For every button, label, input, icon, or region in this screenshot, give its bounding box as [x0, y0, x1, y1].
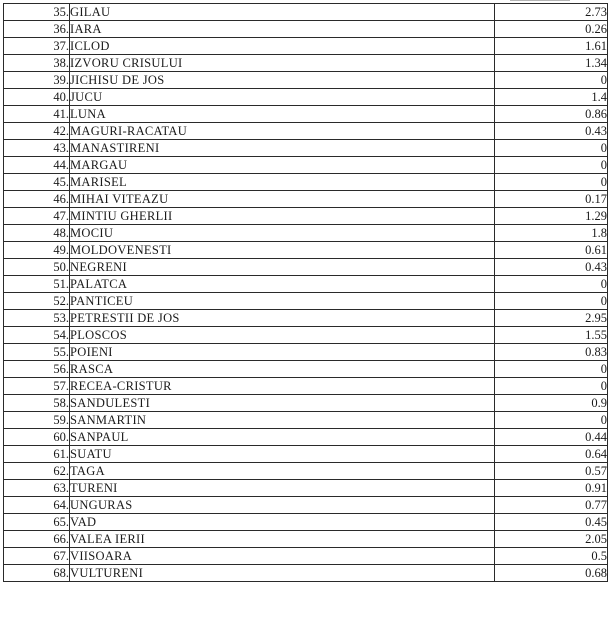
table-row: [4, 72, 608, 89]
row-index-cell: 40.: [4, 89, 70, 106]
value-cell: 0.91: [495, 480, 608, 497]
value-cell: 1.29: [495, 208, 608, 225]
table-row: [4, 242, 608, 259]
commune-name-cell: TAGA: [70, 463, 495, 480]
row-index-cell: 63.: [4, 480, 70, 497]
commune-name-cell: IZVORU CRISULUI: [70, 55, 495, 72]
value-cell: 0: [495, 276, 608, 293]
table-row: [4, 21, 608, 38]
row-index-cell: 56.: [4, 361, 70, 378]
commune-name-cell: POIENI: [70, 344, 495, 361]
value-cell: 1.4: [495, 89, 608, 106]
table-row: [4, 55, 608, 72]
commune-name-cell: JUCU: [70, 89, 495, 106]
row-index-cell: 65.: [4, 514, 70, 531]
commune-name-cell: MAGURI-RACATAU: [70, 123, 495, 140]
value-cell: 1.55: [495, 327, 608, 344]
row-index-cell: 39.: [4, 72, 70, 89]
row-index-cell: 53.: [4, 310, 70, 327]
commune-name-cell: MOCIU: [70, 225, 495, 242]
commune-name-cell: MINTIU GHERLII: [70, 208, 495, 225]
table-row: [4, 480, 608, 497]
value-cell: 0.83: [495, 344, 608, 361]
commune-name-cell: MARGAU: [70, 157, 495, 174]
row-index-cell: 47.: [4, 208, 70, 225]
table-row: [4, 174, 608, 191]
table-row: [4, 344, 608, 361]
row-index-cell: 42.: [4, 123, 70, 140]
row-index-cell: 36.: [4, 21, 70, 38]
table-row: [4, 293, 608, 310]
row-index-cell: 46.: [4, 191, 70, 208]
commune-name-cell: IARA: [70, 21, 495, 38]
table-row: [4, 565, 608, 582]
row-index-cell: 57.: [4, 378, 70, 395]
commune-name-cell: LUNA: [70, 106, 495, 123]
value-cell: 0.45: [495, 514, 608, 531]
commune-name-cell: JICHISU DE JOS: [70, 72, 495, 89]
row-index-cell: 44.: [4, 157, 70, 174]
commune-name-cell: MIHAI VITEAZU: [70, 191, 495, 208]
value-cell: 0.44: [495, 429, 608, 446]
row-index-cell: 60.: [4, 429, 70, 446]
table-row: [4, 327, 608, 344]
table-row: [4, 378, 608, 395]
commune-name-cell: RECEA-CRISTUR: [70, 378, 495, 395]
row-index-cell: 37.: [4, 38, 70, 55]
row-index-cell: 48.: [4, 225, 70, 242]
value-cell: 0: [495, 412, 608, 429]
value-cell: 0.77: [495, 497, 608, 514]
value-cell: 0: [495, 293, 608, 310]
commune-name-cell: NEGRENI: [70, 259, 495, 276]
value-cell: 0.17: [495, 191, 608, 208]
row-index-cell: 64.: [4, 497, 70, 514]
commune-name-cell: VAD: [70, 514, 495, 531]
table-row: [4, 429, 608, 446]
commune-name-cell: SANMARTIN: [70, 412, 495, 429]
commune-name-cell: UNGURAS: [70, 497, 495, 514]
table-row: [4, 497, 608, 514]
table-row: [4, 463, 608, 480]
row-index-cell: 43.: [4, 140, 70, 157]
value-cell: 0.5: [495, 548, 608, 565]
commune-name-cell: PALATCA: [70, 276, 495, 293]
row-index-cell: 66.: [4, 531, 70, 548]
table-row: [4, 361, 608, 378]
value-cell: 1.34: [495, 55, 608, 72]
row-index-cell: 52.: [4, 293, 70, 310]
commune-values-table: [3, 3, 608, 582]
value-cell: 0.57: [495, 463, 608, 480]
commune-name-cell: PANTICEU: [70, 293, 495, 310]
table-row: [4, 412, 608, 429]
value-cell: 0: [495, 378, 608, 395]
commune-name-cell: VALEA IERII: [70, 531, 495, 548]
row-index-cell: 68.: [4, 565, 70, 582]
value-cell: 2.05: [495, 531, 608, 548]
row-index-cell: 35.: [4, 4, 70, 21]
value-cell: 0: [495, 72, 608, 89]
row-index-cell: 55.: [4, 344, 70, 361]
table-row: [4, 259, 608, 276]
table-body: [4, 4, 608, 582]
commune-name-cell: VULTURENI: [70, 565, 495, 582]
value-cell: 0.26: [495, 21, 608, 38]
row-index-cell: 59.: [4, 412, 70, 429]
table-row: [4, 310, 608, 327]
value-cell: 1.8: [495, 225, 608, 242]
table-row: [4, 514, 608, 531]
value-cell: 0: [495, 361, 608, 378]
row-index-cell: 50.: [4, 259, 70, 276]
value-cell: 0.43: [495, 123, 608, 140]
table-row: [4, 106, 608, 123]
value-cell: 0.68: [495, 565, 608, 582]
row-index-cell: 38.: [4, 55, 70, 72]
table-row: [4, 531, 608, 548]
commune-name-cell: SANPAUL: [70, 429, 495, 446]
table-row: [4, 4, 608, 21]
row-index-cell: 49.: [4, 242, 70, 259]
table-row: [4, 446, 608, 463]
value-cell: 0.9: [495, 395, 608, 412]
commune-name-cell: MOLDOVENESTI: [70, 242, 495, 259]
table-row: [4, 140, 608, 157]
table-row: [4, 208, 608, 225]
commune-name-cell: SUATU: [70, 446, 495, 463]
row-index-cell: 51.: [4, 276, 70, 293]
value-cell: 0.64: [495, 446, 608, 463]
commune-name-cell: PETRESTII DE JOS: [70, 310, 495, 327]
row-index-cell: 67.: [4, 548, 70, 565]
commune-name-cell: MANASTIRENI: [70, 140, 495, 157]
commune-name-cell: GILAU: [70, 4, 495, 21]
row-index-cell: 61.: [4, 446, 70, 463]
row-index-cell: 41.: [4, 106, 70, 123]
value-cell: 0.43: [495, 259, 608, 276]
value-cell: 1.61: [495, 38, 608, 55]
table-row: [4, 89, 608, 106]
table-row: [4, 395, 608, 412]
table-row: [4, 191, 608, 208]
commune-name-cell: MARISEL: [70, 174, 495, 191]
value-cell: 0.61: [495, 242, 608, 259]
row-index-cell: 54.: [4, 327, 70, 344]
table-row: [4, 123, 608, 140]
row-index-cell: 58.: [4, 395, 70, 412]
commune-name-cell: TURENI: [70, 480, 495, 497]
commune-name-cell: RASCA: [70, 361, 495, 378]
commune-name-cell: VIISOARA: [70, 548, 495, 565]
commune-name-cell: ICLOD: [70, 38, 495, 55]
value-cell: 0: [495, 174, 608, 191]
commune-name-cell: PLOSCOS: [70, 327, 495, 344]
table-row: [4, 276, 608, 293]
row-index-cell: 45.: [4, 174, 70, 191]
table-row: [4, 38, 608, 55]
row-index-cell: 62.: [4, 463, 70, 480]
table-row: [4, 225, 608, 242]
table-row: [4, 157, 608, 174]
commune-name-cell: SANDULESTI: [70, 395, 495, 412]
value-cell: 0: [495, 140, 608, 157]
table-row: [4, 548, 608, 565]
value-cell: 0.86: [495, 106, 608, 123]
value-cell: 2.95: [495, 310, 608, 327]
value-cell: 2.73: [495, 4, 608, 21]
value-cell: 0: [495, 157, 608, 174]
